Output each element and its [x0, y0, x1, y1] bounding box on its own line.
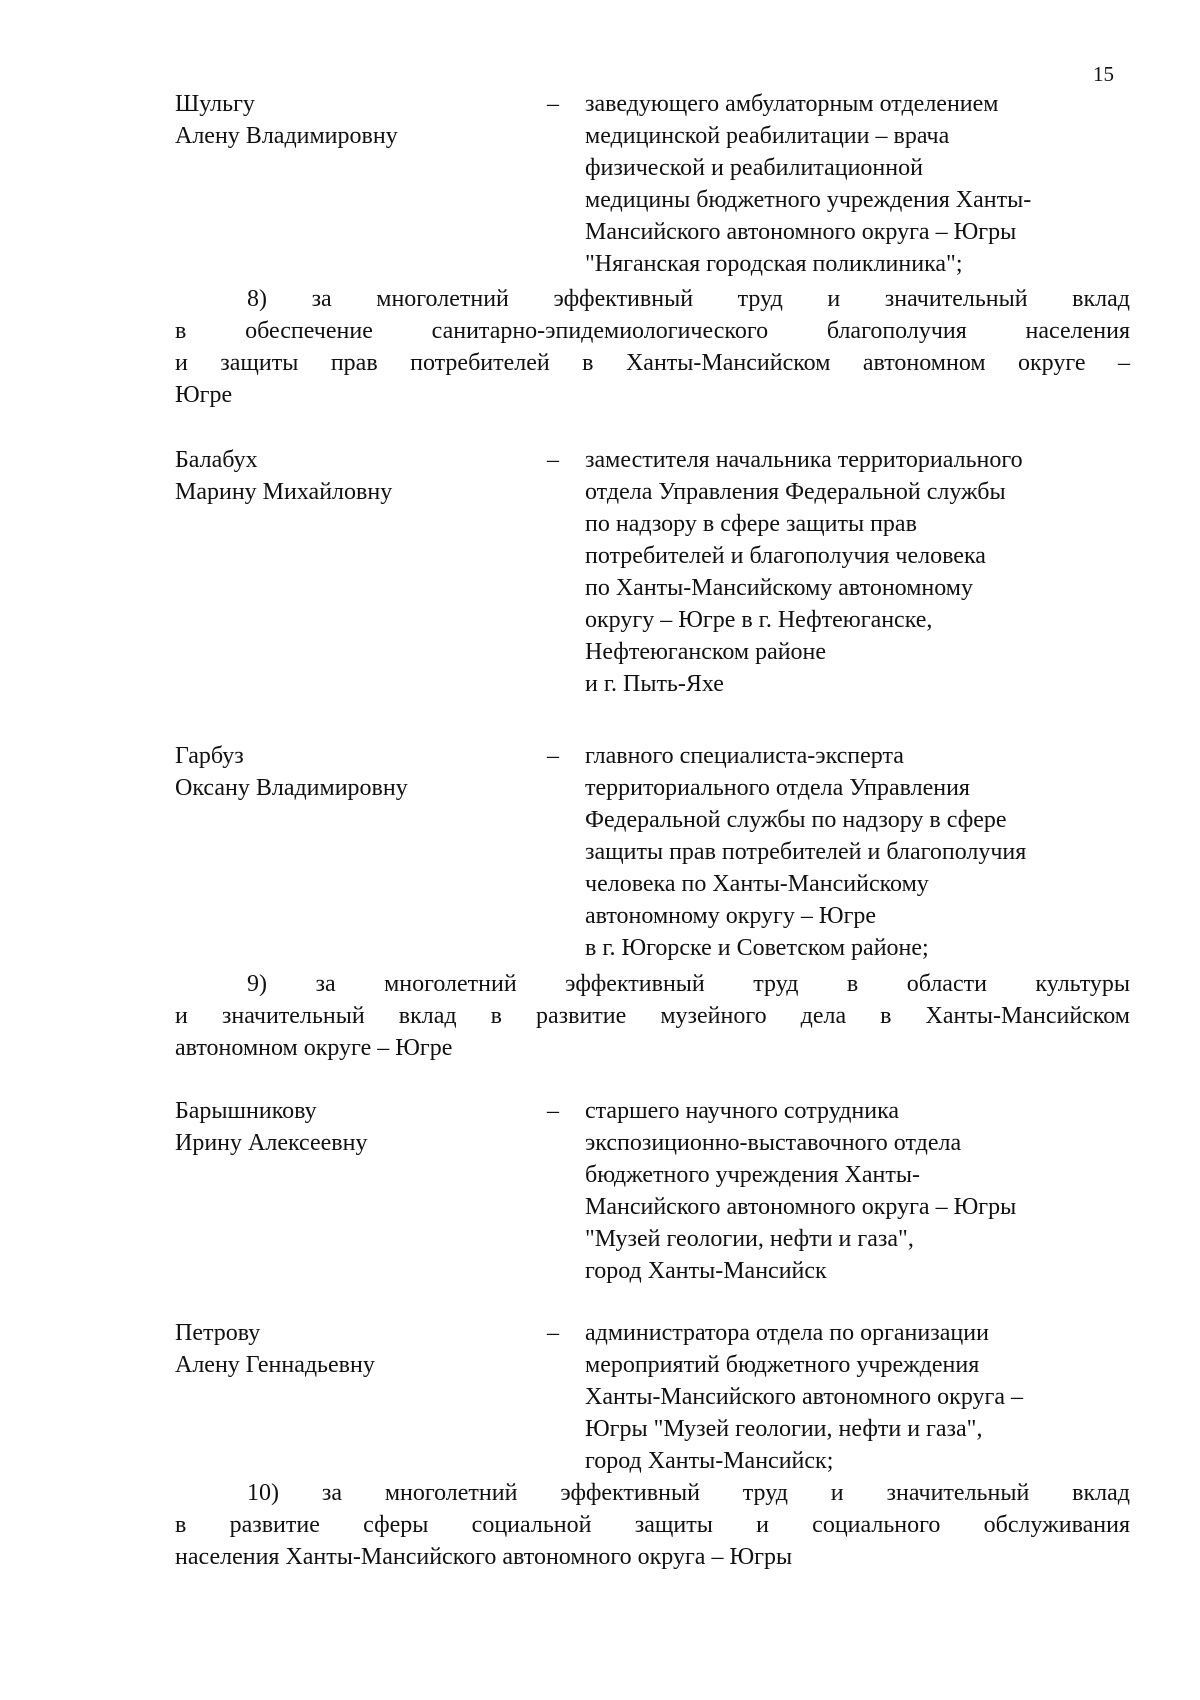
- person-name: [175, 1095, 535, 1159]
- position-line: и г. Пыть-Яхе: [585, 671, 724, 697]
- person-name: [175, 444, 535, 508]
- surname: Петрову: [175, 1320, 261, 1346]
- position-line: Югры "Музей геологии, нефти и газа",: [585, 1416, 983, 1442]
- paragraph-line: в развитие сферы социальной защиты и социального обслуживания: [175, 1512, 1130, 1538]
- section-paragraph-9: [175, 968, 1130, 1064]
- position-line: Нефтеюганском районе: [585, 639, 827, 665]
- surname: Балабух: [175, 447, 258, 473]
- dash-separator: –: [547, 743, 559, 769]
- position-line: бюджетного учреждения Ханты-: [585, 1162, 920, 1188]
- paragraph-line: 8) за многолетний эффективный труд и значительный вклад: [247, 286, 1130, 312]
- position-line: потребителей и благополучия человека: [585, 543, 986, 569]
- surname: Барышникову: [175, 1098, 317, 1124]
- paragraph-line: и защиты прав потребителей в Ханты-Мансийском автономном округе –: [175, 350, 1130, 376]
- position-description: [585, 740, 1130, 964]
- position-line: администратора отдела по организации: [585, 1320, 989, 1346]
- position-line: по Ханты-Мансийскому автономному: [585, 575, 973, 601]
- person-name: [175, 1317, 535, 1381]
- position-line: экспозиционно-выставочного отдела: [585, 1130, 962, 1156]
- position-line: отдела Управления Федеральной службы: [585, 479, 1006, 505]
- surname: Шульгу: [175, 91, 255, 117]
- position-line: медицины бюджетного учреждения Ханты-: [585, 187, 1032, 213]
- position-description: [585, 1317, 1130, 1477]
- given-names: Алену Владимировну: [175, 123, 398, 149]
- given-names: Ирину Алексеевну: [175, 1130, 368, 1156]
- position-line: мероприятий бюджетного учреждения: [585, 1352, 980, 1378]
- position-description: [585, 88, 1130, 280]
- position-line: медицинской реабилитации – врача: [585, 123, 950, 149]
- position-line: Ханты-Мансийского автономного округа –: [585, 1384, 1024, 1410]
- given-names: Оксану Владимировну: [175, 775, 408, 801]
- paragraph-line: и значительный вклад в развитие музейного дела в Ханты-Мансийском: [175, 1003, 1130, 1029]
- paragraph-line: автономном округе – Югре: [175, 1035, 453, 1061]
- position-line: заведующего амбулаторным отделением: [585, 91, 999, 117]
- page-number: 15: [1093, 62, 1114, 86]
- given-names: Марину Михайловну: [175, 479, 393, 505]
- dash-separator: –: [547, 447, 559, 473]
- paragraph-line: 9) за многолетний эффективный труд в области культуры: [247, 971, 1130, 997]
- position-line: физической и реабилитационной: [585, 155, 923, 181]
- position-description: [585, 1095, 1130, 1287]
- position-description: [585, 444, 1130, 700]
- position-line: город Ханты-Мансийск: [585, 1258, 827, 1284]
- position-line: Мансийского автономного округа – Югры: [585, 219, 1017, 245]
- position-line: Федеральной службы по надзору в сфере: [585, 807, 1007, 833]
- position-line: старшего научного сотрудника: [585, 1098, 900, 1124]
- position-line: защиты прав потребителей и благополучия: [585, 839, 1027, 865]
- position-line: Мансийского автономного округа – Югры: [585, 1194, 1017, 1220]
- section-paragraph-10: [175, 1477, 1130, 1573]
- person-name: [175, 88, 535, 152]
- position-line: главного специалиста-эксперта: [585, 743, 904, 769]
- paragraph-line: в обеспечение санитарно-эпидемиологического благополучия населения: [175, 318, 1130, 344]
- position-line: город Ханты-Мансийск;: [585, 1448, 834, 1474]
- position-line: автономному округу – Югре: [585, 903, 877, 929]
- position-line: в г. Югорске и Советском районе;: [585, 935, 929, 961]
- section-paragraph-8: [175, 283, 1130, 411]
- position-line: территориального отдела Управления: [585, 775, 970, 801]
- position-line: человека по Ханты-Мансийскому: [585, 871, 929, 897]
- position-line: округу – Югре в г. Нефтеюганске,: [585, 607, 933, 633]
- dash-separator: –: [547, 1098, 559, 1124]
- position-line: заместителя начальника территориального: [585, 447, 1023, 473]
- surname: Гарбуз: [175, 743, 244, 769]
- paragraph-line: Югре: [175, 382, 233, 408]
- paragraph-line: населения Ханты-Мансийского автономного округа – Югры: [175, 1544, 793, 1570]
- dash-separator: –: [547, 91, 559, 117]
- paragraph-line: 10) за многолетний эффективный труд и значительный вклад: [247, 1480, 1130, 1506]
- dash-separator: –: [547, 1320, 559, 1346]
- given-names: Алену Геннадьевну: [175, 1352, 375, 1378]
- position-line: "Музей геологии, нефти и газа",: [585, 1226, 914, 1252]
- person-name: [175, 740, 535, 804]
- position-line: по надзору в сфере защиты прав: [585, 511, 917, 537]
- position-line: "Няганская городская поликлиника";: [585, 251, 963, 277]
